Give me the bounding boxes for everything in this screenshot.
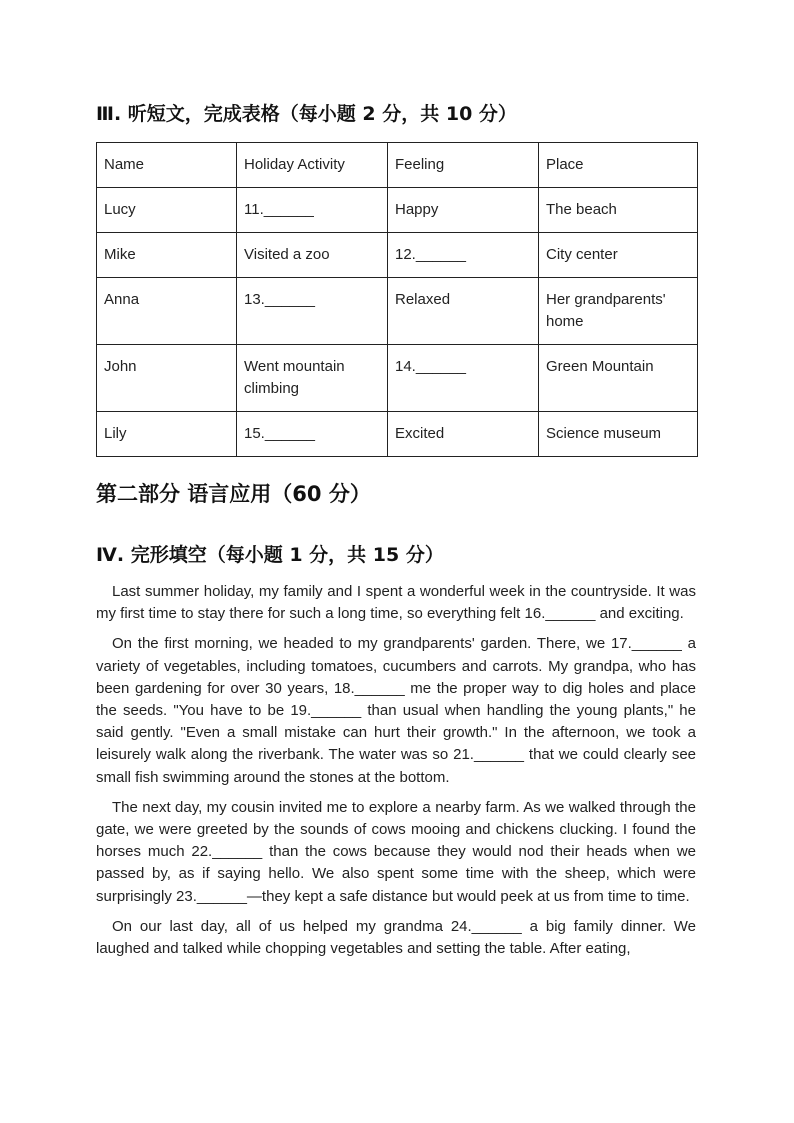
passage-paragraph: Last summer holiday, my family and I spent a wonderful week in the countryside. It was my first time to stay there for such a long time, so everything felt 16.______ and exciting. <box>96 583 696 623</box>
passage-paragraph: The next day, my cousin invited me to explore a nearby farm. As we walked through the gate, we were greeted by the sounds of cows mooing and chickens clucking. I found the horses much 22.______ than the cows because they would nod their heads when we passed by, as if saying hello. We also spent some time with the sheep, which were surprisingly 23.______—they kept a safe distance but would peek at us from time to time. <box>96 798 696 905</box>
part-2-heading: 第二部分 语言应用（60 分） <box>96 482 371 506</box>
listening-table <box>96 142 698 457</box>
table-cell: 12.______ <box>388 233 539 278</box>
header-cell-place: Place <box>539 143 698 188</box>
table-cell: Happy <box>388 188 539 233</box>
table-cell: Excited <box>388 412 539 457</box>
table-cell: 11.______ <box>237 188 388 233</box>
table-row <box>97 278 698 345</box>
table-cell: Went mountain climbing <box>237 345 388 412</box>
table-cell: Green Mountain <box>539 345 698 412</box>
table-cell: 13.______ <box>237 278 388 345</box>
passage-paragraph: On our last day, all of us helped my grandma 24.______ a big family dinner. We laughed and talked while chopping vegetables and setting the table. After eating, <box>96 917 696 958</box>
table-cell: Visited a zoo <box>237 233 388 278</box>
table-header-row <box>97 143 698 188</box>
table-cell: John <box>97 345 237 412</box>
table-cell: Science museum <box>539 412 698 457</box>
cloze-passage <box>96 581 696 968</box>
table-row <box>97 188 698 233</box>
table-cell: Mike <box>97 233 237 278</box>
header-cell-name: Name <box>97 143 237 188</box>
table-cell: 15.______ <box>237 412 388 457</box>
table-row <box>97 345 698 412</box>
table-cell: Lucy <box>97 188 237 233</box>
section-4-heading: Ⅳ. 完形填空（每小题 1 分，共 15 分） <box>96 544 444 566</box>
table-cell: Her grandparents' home <box>539 278 698 345</box>
passage-paragraph: On the first morning, we headed to my grandparents' garden. There, we 17.______ a variety of vegetables, including tomatoes, cucumbers and carrots. My grandpa, who has been gardening for over 30 years, 18.______ me the proper way to dig holes and place the seeds. "You have to be 19.______ than usual when handling the young plants," he said gently. "Even a small mistake can hurt their growth." In the afternoon, we took a leisurely walk along the riverbank. The water was so 21.______ that we could clearly see small fish swimming around the stones at the bottom. <box>96 635 696 786</box>
table-cell: Relaxed <box>388 278 539 345</box>
header-cell-feeling: Feeling <box>388 143 539 188</box>
table-cell: 14.______ <box>388 345 539 412</box>
section-3-heading: Ⅲ. 听短文，完成表格（每小题 2 分，共 10 分） <box>96 103 517 125</box>
table-row <box>97 233 698 278</box>
table-cell: City center <box>539 233 698 278</box>
header-cell-activity: Holiday Activity <box>237 143 388 188</box>
table-cell: The beach <box>539 188 698 233</box>
table-cell: Anna <box>97 278 237 345</box>
table-row <box>97 412 698 457</box>
table-cell: Lily <box>97 412 237 457</box>
